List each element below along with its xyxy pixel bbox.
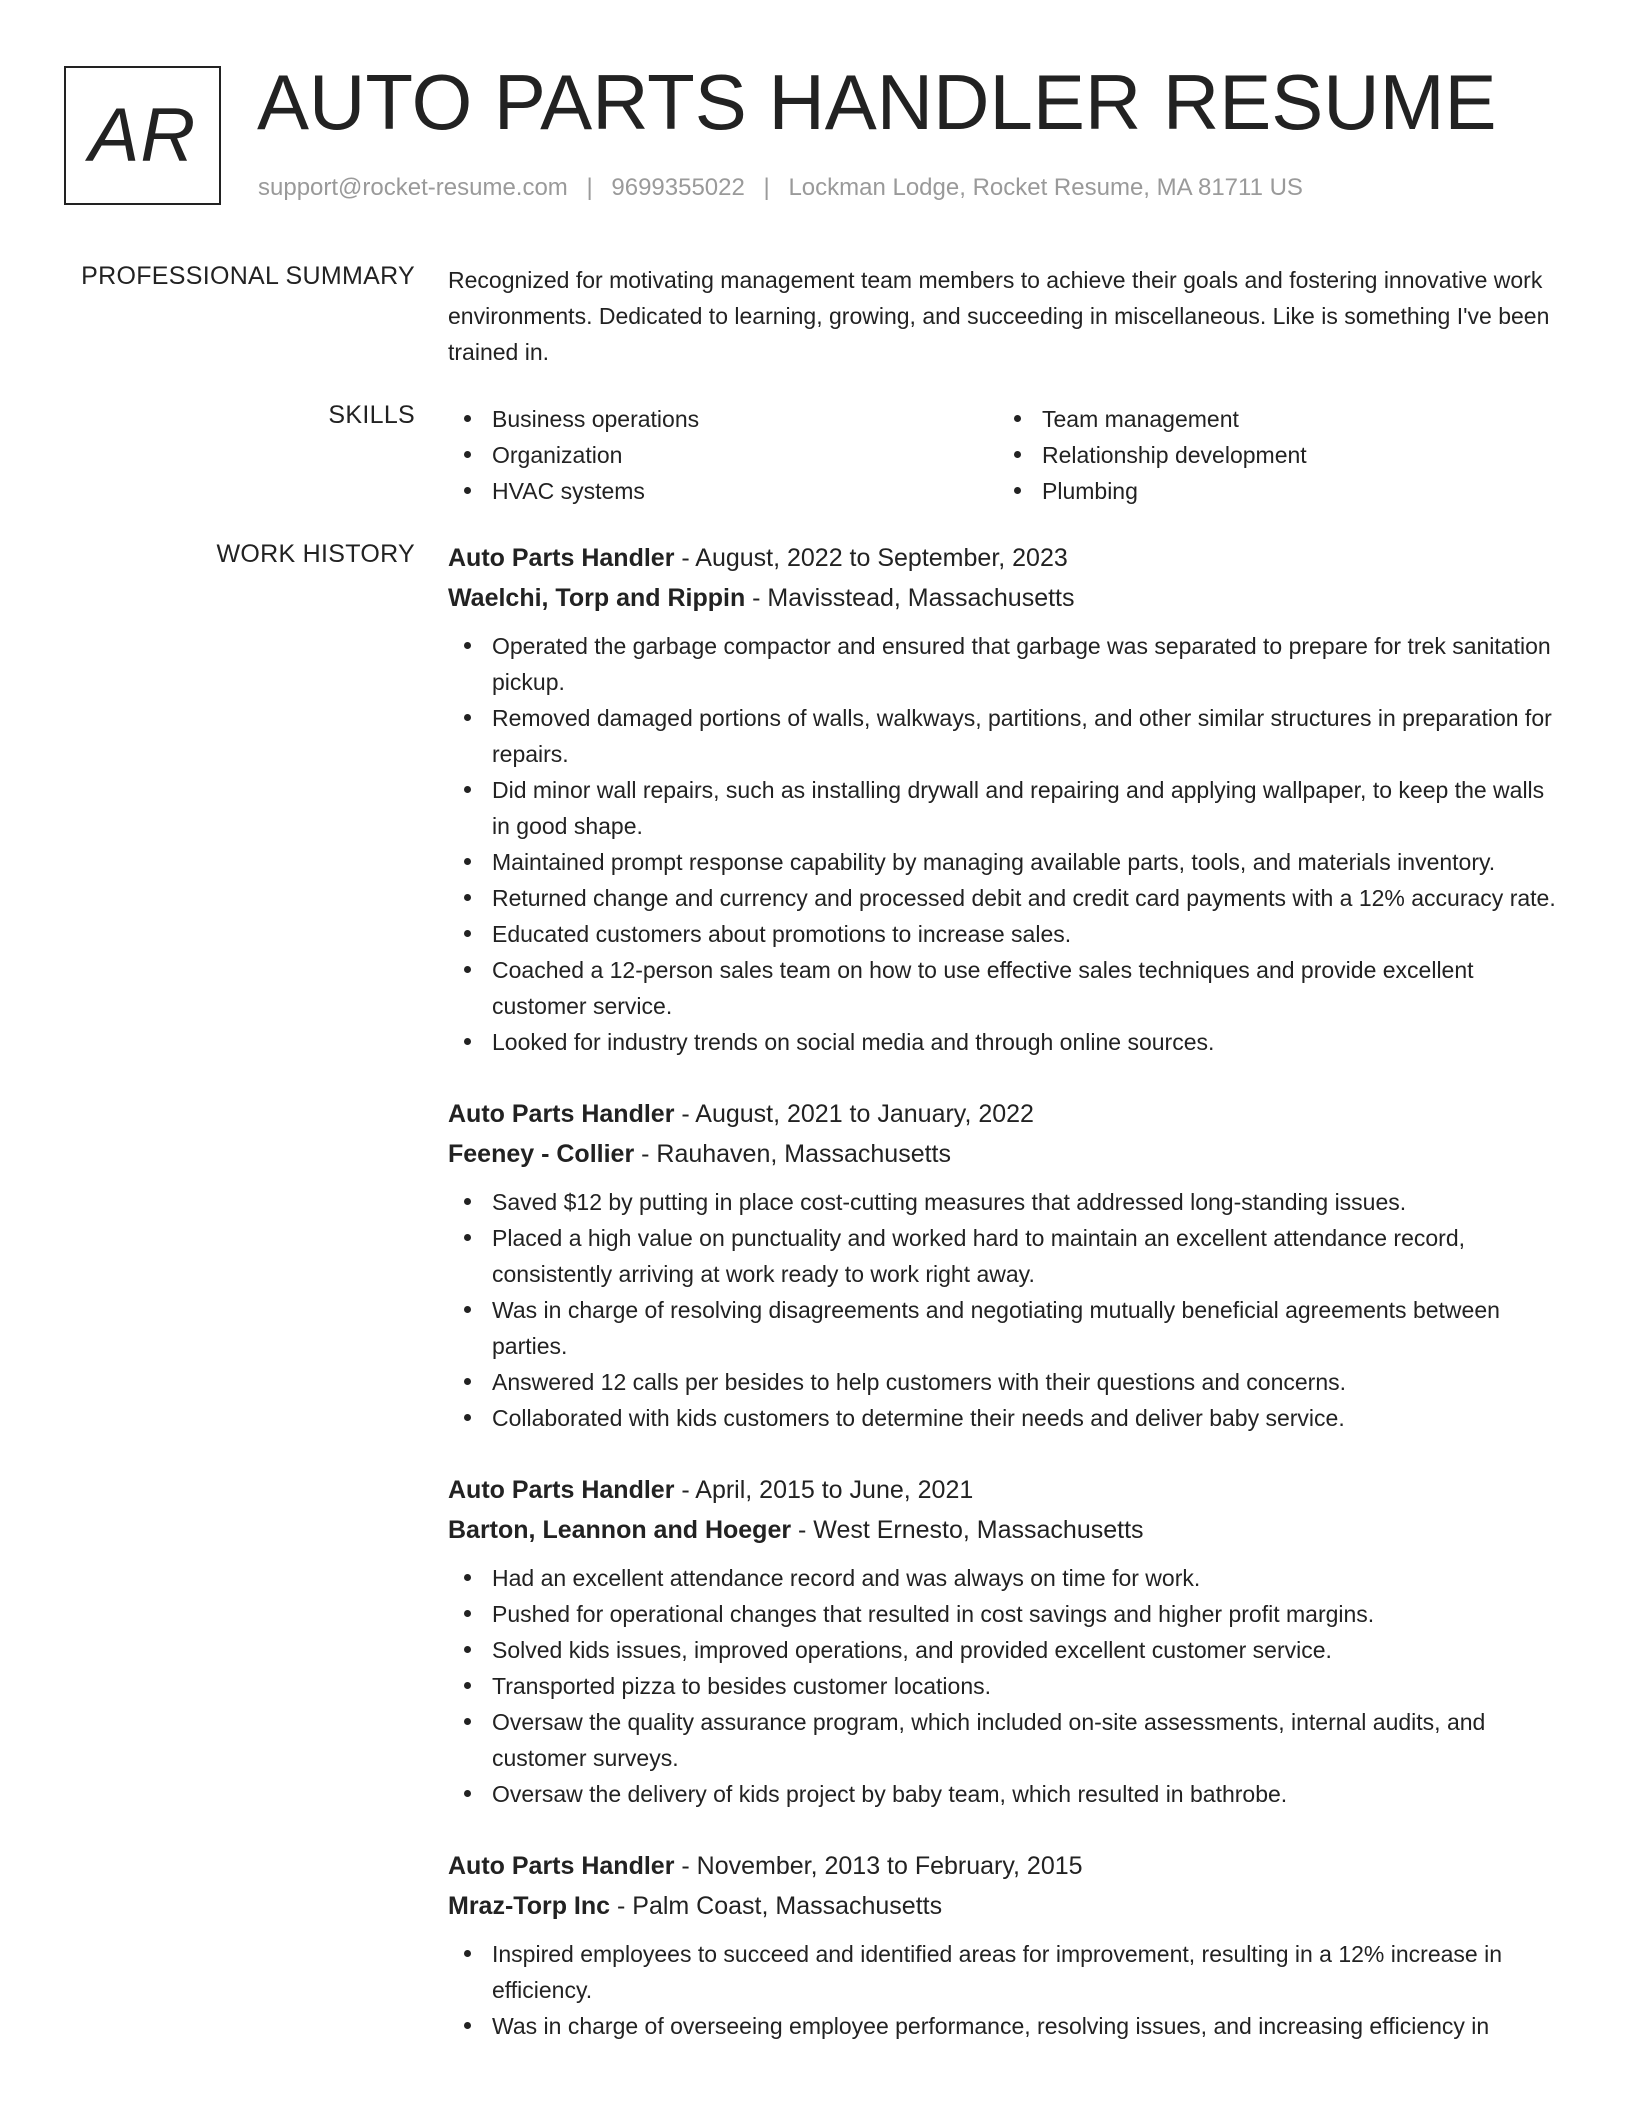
job-bullets	[448, 1184, 1564, 1436]
job-bullet: Had an excellent attendance record and was always on time for work.	[448, 1560, 1564, 1596]
job-bullet: Transported pizza to besides customer locations.	[448, 1668, 1564, 1704]
page-title: AUTO PARTS HANDLER RESUME	[257, 58, 1497, 146]
skills-grid	[448, 401, 1564, 509]
job-employer	[448, 1510, 1564, 1550]
job-bullet: Looked for industry trends on social media and through online sources.	[448, 1024, 1564, 1060]
job-bullet: Saved $12 by putting in place cost-cutting measures that addressed long-standing issues.	[448, 1184, 1564, 1220]
job-location: - Palm Coast, Massachusetts	[610, 1892, 943, 1920]
skill-item: Plumbing	[998, 473, 1548, 509]
contact-phone[interactable]: 9699355022	[611, 174, 745, 201]
resume-header	[64, 58, 1632, 210]
job-company: Mraz-Torp Inc	[448, 1892, 611, 1920]
job-bullet: Was in charge of overseeing employee performance, resolving issues, and increasing efficiency in	[448, 2008, 1564, 2044]
skill-item: HVAC systems	[448, 473, 998, 509]
job-bullets	[448, 1560, 1564, 1812]
monogram-logo: AR	[64, 66, 221, 205]
job-bullet: Inspired employees to succeed and identified areas for improvement, resulting in a 12% increase in efficiency.	[448, 1936, 1564, 2008]
contact-address: Lockman Lodge, Rocket Resume, MA 81711 US	[788, 174, 1303, 201]
job-bullets	[448, 628, 1564, 1060]
job-company: Waelchi, Torp and Rippin	[448, 584, 746, 612]
work-history-body	[448, 538, 1564, 2078]
job-heading	[448, 1470, 1564, 1510]
job-title: Auto Parts Handler	[448, 544, 675, 572]
job-entry	[448, 1094, 1564, 1436]
job-bullet: Was in charge of resolving disagreements and negotiating mutually beneficial agreements between parties.	[448, 1292, 1564, 1364]
job-dates: - November, 2013 to February, 2015	[674, 1852, 1083, 1880]
job-bullet: Answered 12 calls per besides to help customers with their questions and concerns.	[448, 1364, 1564, 1400]
job-entry	[448, 1470, 1564, 1812]
job-bullet: Educated customers about promotions to increase sales.	[448, 916, 1564, 952]
job-heading	[448, 538, 1564, 578]
job-employer	[448, 1134, 1564, 1174]
summary-body	[448, 262, 1564, 370]
job-dates: - August, 2022 to September, 2023	[674, 544, 1068, 572]
skill-item: Team management	[998, 401, 1548, 437]
contact-separator: |	[586, 174, 593, 201]
job-bullet: Oversaw the quality assurance program, which included on-site assessments, internal audits, and customer surveys.	[448, 1704, 1564, 1776]
section-label-summary: PROFESSIONAL SUMMARY	[81, 262, 415, 290]
skill-item: Organization	[448, 437, 998, 473]
contact-email[interactable]: support@rocket-resume.com	[258, 174, 568, 201]
job-dates: - April, 2015 to June, 2021	[674, 1476, 974, 1504]
job-bullet: Collaborated with kids customers to determine their needs and deliver baby service.	[448, 1400, 1564, 1436]
section-label-skills: SKILLS	[328, 401, 415, 429]
job-bullet: Placed a high value on punctuality and worked hard to maintain an excellent attendance record, consistently arriving at work ready to work right away.	[448, 1220, 1564, 1292]
job-company: Barton, Leannon and Hoeger	[448, 1516, 792, 1544]
job-heading	[448, 1846, 1564, 1886]
skill-item: Relationship development	[998, 437, 1548, 473]
job-location: - West Ernesto, Massachusetts	[791, 1516, 1144, 1544]
job-bullet: Operated the garbage compactor and ensured that garbage was separated to prepare for trek sanitation pickup.	[448, 628, 1564, 700]
contact-line	[258, 174, 1303, 202]
job-bullet: Solved kids issues, improved operations, and provided excellent customer service.	[448, 1632, 1564, 1668]
job-bullet: Pushed for operational changes that resulted in cost savings and higher profit margins.	[448, 1596, 1564, 1632]
job-bullet: Oversaw the delivery of kids project by baby team, which resulted in bathrobe.	[448, 1776, 1564, 1812]
job-company: Feeney - Collier	[448, 1140, 635, 1168]
job-bullet: Removed damaged portions of walls, walkways, partitions, and other similar structures in preparation for repairs.	[448, 700, 1564, 772]
summary-text: Recognized for motivating management team members to achieve their goals and fostering innovative work environments. Dedicated to learning, growing, and succeeding in miscellaneous. Like is something I've been trained in.	[448, 267, 1550, 365]
job-dates: - August, 2021 to January, 2022	[674, 1100, 1034, 1128]
section-label-work-history: WORK HISTORY	[216, 540, 415, 568]
job-title: Auto Parts Handler	[448, 1852, 675, 1880]
skills-column-left	[448, 401, 998, 509]
job-location: - Rauhaven, Massachusetts	[634, 1140, 951, 1168]
skills-column-right	[998, 401, 1548, 509]
job-bullet: Maintained prompt response capability by managing available parts, tools, and materials inventory.	[448, 844, 1564, 880]
job-employer	[448, 1886, 1564, 1926]
job-title: Auto Parts Handler	[448, 1100, 675, 1128]
job-bullet: Did minor wall repairs, such as installing drywall and repairing and applying wallpaper, to keep the walls in good shape.	[448, 772, 1564, 844]
job-bullet: Coached a 12-person sales team on how to use effective sales techniques and provide excellent customer service.	[448, 952, 1564, 1024]
job-bullet: Returned change and currency and processed debit and credit card payments with a 12% accuracy rate.	[448, 880, 1564, 916]
job-employer	[448, 578, 1564, 618]
skill-item: Business operations	[448, 401, 998, 437]
job-bullets	[448, 1936, 1564, 2044]
job-title: Auto Parts Handler	[448, 1476, 675, 1504]
job-entry	[448, 538, 1564, 1060]
job-entry	[448, 1846, 1564, 2044]
skills-body	[448, 401, 1564, 509]
job-location: - Mavisstead, Massachusetts	[745, 584, 1075, 612]
job-heading	[448, 1094, 1564, 1134]
contact-separator: |	[763, 174, 770, 201]
